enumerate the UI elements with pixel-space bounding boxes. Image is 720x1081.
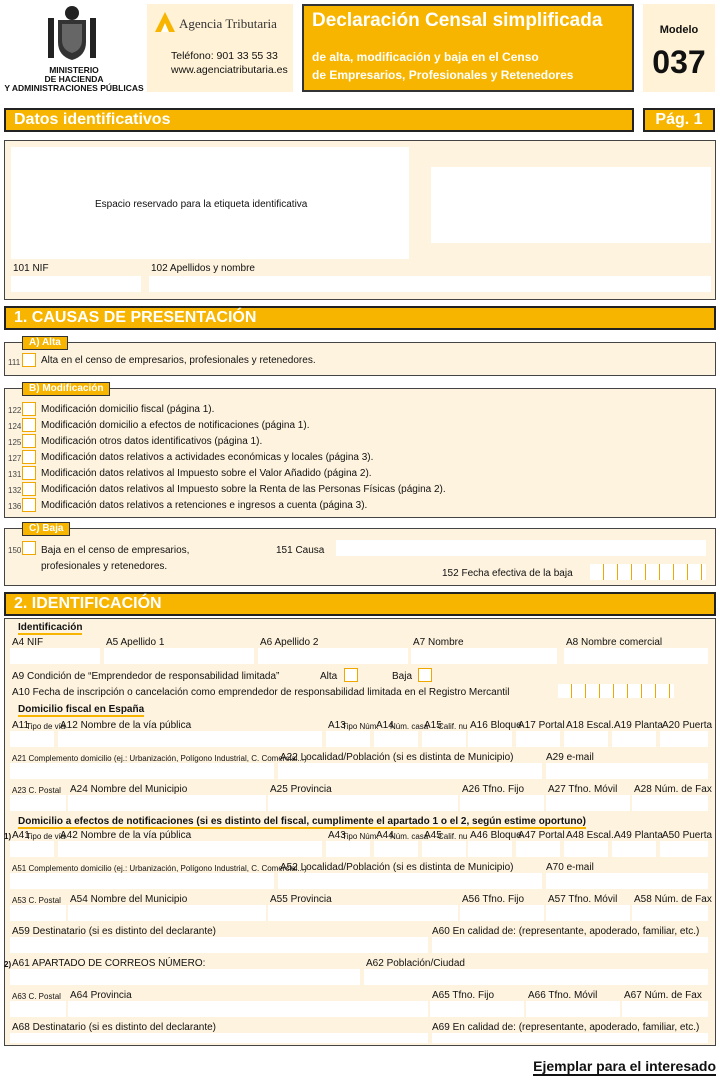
label-a13: A13	[328, 720, 346, 731]
ministry-line: DE HACIENDA	[44, 74, 104, 84]
label-a45: A45	[424, 830, 442, 841]
localidad-input[interactable]	[278, 763, 542, 779]
label-a41: A41	[12, 830, 30, 841]
bloque-input[interactable]	[468, 841, 512, 857]
modelo-number: 037	[652, 44, 706, 80]
label-a53: A53 C. Postal	[12, 896, 61, 905]
label-a6: A6 Apellido 2	[260, 637, 319, 648]
modificacion-checkbox[interactable]	[22, 466, 36, 480]
label-a70: A70 e-mail	[546, 862, 594, 873]
section-1-title-text: 1. CAUSAS DE PRESENTACIÓN	[14, 309, 257, 326]
modificacion-checkbox[interactable]	[22, 402, 36, 416]
code-136: 136	[8, 502, 22, 511]
label-a69: A69 En calidad de: (representante, apoderado, familiar, etc.)	[432, 1022, 700, 1033]
label-a51: A51 Complemento domicilio (ej.: Urbanización, Polígono Industrial, C. Comercial...)	[12, 864, 307, 873]
modificacion-text: Modificación datos relativos a actividades económicas y locales (página 3).	[41, 452, 374, 463]
label-a58: A58 Núm. de Fax	[634, 894, 712, 905]
poblacion-ciudad-input[interactable]	[364, 969, 708, 985]
tipo-via-input[interactable]	[10, 841, 54, 857]
alta-text: Alta en el censo de empresarios, profesionales y retenedores.	[41, 355, 316, 366]
label-a43: A43	[328, 830, 346, 841]
ministry-logo	[0, 0, 148, 96]
section-2-title	[4, 592, 716, 616]
label-a7: A7 Nombre	[413, 637, 464, 648]
calif-num-input[interactable]	[422, 841, 466, 857]
modificacion-text: Modificación datos relativos a retenciones e ingresos a cuenta (página 3).	[41, 500, 368, 511]
identificacion-title: Identificación	[18, 622, 83, 633]
municipio-input[interactable]	[68, 795, 266, 811]
label-a57: A57 Tfno. Móvil	[548, 894, 618, 905]
label-a55: A55 Provincia	[270, 894, 332, 905]
modificacion-checkbox[interactable]	[22, 498, 36, 512]
portal-input[interactable]	[516, 731, 560, 747]
name-input[interactable]	[149, 276, 711, 292]
alta-checkbox[interactable]	[22, 353, 36, 367]
tfno-fijo-apartado-input[interactable]	[430, 1001, 524, 1017]
label-a49: A49 Planta	[614, 830, 663, 841]
label-a26: A26 Tfno. Fijo	[462, 784, 525, 795]
baja-text-1: Baja en el censo de empresarios,	[41, 545, 190, 556]
label-a25: A25 Provincia	[270, 784, 332, 795]
modificacion-text: Modificación domicilio a efectos de notificaciones (página 1).	[41, 420, 310, 431]
section-1-title	[4, 306, 716, 330]
label-a45t: Calif. nu	[438, 832, 468, 841]
datos-title-text: Datos identificativos	[14, 111, 171, 128]
cp-input[interactable]	[10, 905, 66, 921]
nif-input[interactable]	[10, 648, 100, 664]
page-number	[643, 108, 715, 132]
num-casa-input[interactable]	[374, 731, 418, 747]
agency-box	[147, 4, 293, 92]
domicilio-notificaciones-title: Domicilio a efectos de notificaciones (si es distinto del fiscal, cumplimente el apartado 1 o el 2, según estime oportuno)	[18, 816, 586, 827]
label-a11: A11	[12, 720, 30, 731]
label-a44t: Núm. casa	[390, 832, 429, 841]
fecha-emprendedor-input[interactable]	[558, 684, 674, 698]
modificacion-text: Modificación domicilio fiscal (página 1).	[41, 404, 215, 415]
code-111: 111	[8, 358, 21, 367]
form-subtitle-1: de alta, modificación y baja en el Censo	[312, 50, 539, 64]
ministry-line: Y ADMINISTRACIONES PÚBLICAS	[4, 83, 144, 93]
form-title-box	[302, 4, 634, 92]
destinatario-apartado-input[interactable]	[10, 1033, 428, 1043]
label-a15: A15	[424, 720, 442, 731]
label-a23: A23 C. Postal	[12, 786, 61, 795]
modificacion-checkbox[interactable]	[22, 434, 36, 448]
nif-label: 101 NIF	[13, 263, 49, 274]
via-publica-input[interactable]	[58, 841, 322, 857]
modificacion-tag: B) Modificación	[22, 382, 110, 396]
calif-num-input[interactable]	[422, 731, 466, 747]
label-space-right	[431, 167, 711, 243]
label-a20: A20 Puerta	[662, 720, 713, 731]
label-a4: A4 NIF	[12, 637, 44, 648]
footer-text: Ejemplar para el interesado	[533, 1058, 716, 1074]
tfno-movil-input[interactable]	[546, 795, 630, 811]
label-a16: A16 Bloque	[470, 720, 522, 731]
modificacion-checkbox[interactable]	[22, 482, 36, 496]
modificacion-text: Modificación otros datos identificativos (página 1).	[41, 436, 263, 447]
alta-tag: A) Alta	[22, 336, 68, 350]
label-a24: A24 Nombre del Municipio	[70, 784, 188, 795]
label-baja: Baja	[392, 671, 413, 682]
nombre-input[interactable]	[411, 648, 557, 664]
planta-input[interactable]	[612, 731, 656, 747]
name-label: 102 Apellidos y nombre	[151, 263, 255, 274]
label-a5: A5 Apellido 1	[106, 637, 165, 648]
label-a62: A62 Población/Ciudad	[366, 958, 465, 969]
code-131: 131	[8, 470, 22, 479]
label-a61: A61 APARTADO DE CORREOS NÚMERO:	[12, 958, 206, 969]
apartado-1-marker: 1)	[4, 832, 12, 841]
fax-input[interactable]	[632, 905, 708, 921]
provincia-input[interactable]	[268, 905, 458, 921]
agency-phone: Teléfono: 901 33 55 33	[171, 50, 278, 62]
planta-input[interactable]	[612, 841, 656, 857]
agency-name: Agencia Tributaria	[179, 16, 277, 31]
modificacion-text: Modificación datos relativos al Impuesto sobre el Valor Añadido (página 2).	[41, 468, 372, 479]
label-space-text: Espacio reservado para la etiqueta identificativa	[95, 199, 308, 210]
agency-web: www.agenciatributaria.es	[171, 64, 288, 76]
nombre-comercial-input[interactable]	[564, 648, 708, 664]
coat-of-arms-icon	[44, 4, 100, 64]
label-a22: A22 Localidad/Población (si es distinta de Municipio)	[280, 752, 514, 763]
tipo-num-input[interactable]	[326, 731, 370, 747]
via-publica-input[interactable]	[58, 731, 322, 747]
fax-apartado-input[interactable]	[622, 1001, 708, 1017]
label-a67: A67 Núm. de Fax	[624, 990, 702, 1001]
label-a64: A64 Provincia	[70, 990, 132, 1001]
tipo-via-input[interactable]	[10, 731, 54, 747]
code-150: 150	[8, 546, 22, 555]
label-a59: A59 Destinatario (si es distinto del declarante)	[12, 926, 216, 937]
code-124: 124	[8, 422, 22, 431]
page-number-text: Pág. 1	[655, 111, 703, 128]
label-a13t: Tipo Núm.	[342, 722, 379, 731]
label-a47: A47 Portal	[518, 830, 565, 841]
domicilio-fiscal-title: Domicilio fiscal en España	[18, 704, 145, 715]
label-a8: A8 Nombre comercial	[566, 637, 663, 648]
modificacion-checkbox[interactable]	[22, 450, 36, 464]
label-a41t: Tipo de vía	[26, 832, 66, 841]
section-datos-title	[4, 108, 634, 132]
email-input[interactable]	[546, 763, 708, 779]
label-a46: A46 Bloque	[470, 830, 522, 841]
calidad-input[interactable]	[432, 937, 708, 953]
label-a29: A29 e-mail	[546, 752, 594, 763]
baja-text-2: profesionales y retenedores.	[41, 561, 168, 572]
label-a44: A44	[376, 830, 394, 841]
form-title: Declaración Censal simplificada	[312, 10, 603, 31]
label-a66: A66 Tfno. Móvil	[528, 990, 598, 1001]
causa-input[interactable]	[336, 540, 706, 556]
emprendedor-baja-checkbox[interactable]	[418, 668, 432, 682]
apellido2-input[interactable]	[258, 648, 408, 664]
label-a43t: Tipo Núm.	[342, 832, 379, 841]
form-subtitle-2: de Empresarios, Profesionales y Retenedores	[312, 68, 574, 82]
label-a21: A21 Complemento domicilio (ej.: Urbanización, Polígono Industrial, C. Comercial...)	[12, 754, 307, 763]
label-a17: A17 Portal	[518, 720, 565, 731]
label-a9: A9 Condición de “Emprendedor de responsabilidad limitada”	[12, 671, 280, 682]
label-a63: A63 C. Postal	[12, 992, 61, 1001]
agency-logo-icon	[153, 10, 177, 34]
escalera-input[interactable]	[564, 731, 608, 747]
label-a12: A12 Nombre de la vía pública	[60, 720, 192, 731]
complemento-input[interactable]	[10, 873, 274, 889]
tfno-fijo-input[interactable]	[460, 795, 544, 811]
bloque-input[interactable]	[468, 731, 512, 747]
label-a14: A14	[376, 720, 394, 731]
fecha-baja-label: 152 Fecha efectiva de la baja	[442, 568, 573, 579]
baja-tag: C) Baja	[22, 522, 70, 536]
portal-input[interactable]	[516, 841, 560, 857]
destinatario-input[interactable]	[10, 937, 428, 953]
label-a11t: Tipo de vía	[26, 722, 66, 731]
label-a54: A54 Nombre del Municipio	[70, 894, 188, 905]
label-a28: A28 Núm. de Fax	[634, 784, 712, 795]
modificacion-checkbox[interactable]	[22, 418, 36, 432]
apellido1-input[interactable]	[104, 648, 254, 664]
code-125: 125	[8, 438, 22, 447]
provincia-input[interactable]	[268, 795, 458, 811]
tfno-fijo-input[interactable]	[460, 905, 544, 921]
calidad-apartado-input[interactable]	[432, 1033, 708, 1043]
label-a48: A48 Escal.	[566, 830, 614, 841]
apartado-2-marker: 2)	[4, 960, 12, 969]
label-a52: A52 Localidad/Población (si es distinta de Municipio)	[280, 862, 514, 873]
fax-input[interactable]	[632, 795, 708, 811]
label-a50: A50 Puerta	[662, 830, 713, 841]
label-a10: A10 Fecha de inscripción o cancelación como emprendedor de responsabilidad limitada en el Registro Mercantil	[12, 687, 510, 698]
ministry-line: MINISTERIO	[49, 65, 99, 75]
tfno-movil-apartado-input[interactable]	[526, 1001, 620, 1017]
label-a56: A56 Tfno. Fijo	[462, 894, 525, 905]
apartado-correos-input[interactable]	[10, 969, 360, 985]
cp-input[interactable]	[10, 795, 66, 811]
label-a27: A27 Tfno. Móvil	[548, 784, 618, 795]
tipo-num-input[interactable]	[326, 841, 370, 857]
label-a68: A68 Destinatario (si es distinto del declarante)	[12, 1022, 216, 1033]
code-127: 127	[8, 454, 22, 463]
modelo-label: Modelo	[659, 24, 699, 36]
code-132: 132	[8, 486, 22, 495]
tfno-movil-input[interactable]	[546, 905, 630, 921]
label-a18: A18 Escal.	[566, 720, 614, 731]
localidad-input[interactable]	[278, 873, 542, 889]
label-a19: A19 Planta	[614, 720, 663, 731]
nif-input[interactable]	[11, 276, 141, 292]
fecha-baja-input[interactable]	[590, 564, 706, 580]
email-input[interactable]	[546, 873, 708, 889]
municipio-input[interactable]	[68, 905, 266, 921]
modificacion-text: Modificación datos relativos al Impuesto sobre la Renta de las Personas Físicas (página 2).	[41, 484, 446, 495]
complemento-input[interactable]	[10, 763, 274, 779]
modelo-box	[643, 4, 715, 92]
num-casa-input[interactable]	[374, 841, 418, 857]
label-a15t: Calif. nu	[438, 722, 468, 731]
label-a60: A60 En calidad de: (representante, apoderado, familiar, etc.)	[432, 926, 700, 937]
causa-label: 151 Causa	[276, 545, 325, 556]
label-a14t: Núm. casa	[390, 722, 429, 731]
emprendedor-alta-checkbox[interactable]	[344, 668, 358, 682]
baja-checkbox[interactable]	[22, 541, 36, 555]
puerta-input[interactable]	[660, 731, 708, 747]
puerta-input[interactable]	[660, 841, 708, 857]
provincia-apartado-input[interactable]	[68, 1001, 428, 1017]
label-alta: Alta	[320, 671, 338, 682]
section-2-title-text: 2. IDENTIFICACIÓN	[14, 595, 162, 612]
label-a42: A42 Nombre de la vía pública	[60, 830, 192, 841]
code-122: 122	[8, 406, 22, 415]
label-a65: A65 Tfno. Fijo	[432, 990, 495, 1001]
escalera-input[interactable]	[564, 841, 608, 857]
datos-panel	[4, 140, 716, 300]
cp-apartado-input[interactable]	[10, 1001, 66, 1017]
